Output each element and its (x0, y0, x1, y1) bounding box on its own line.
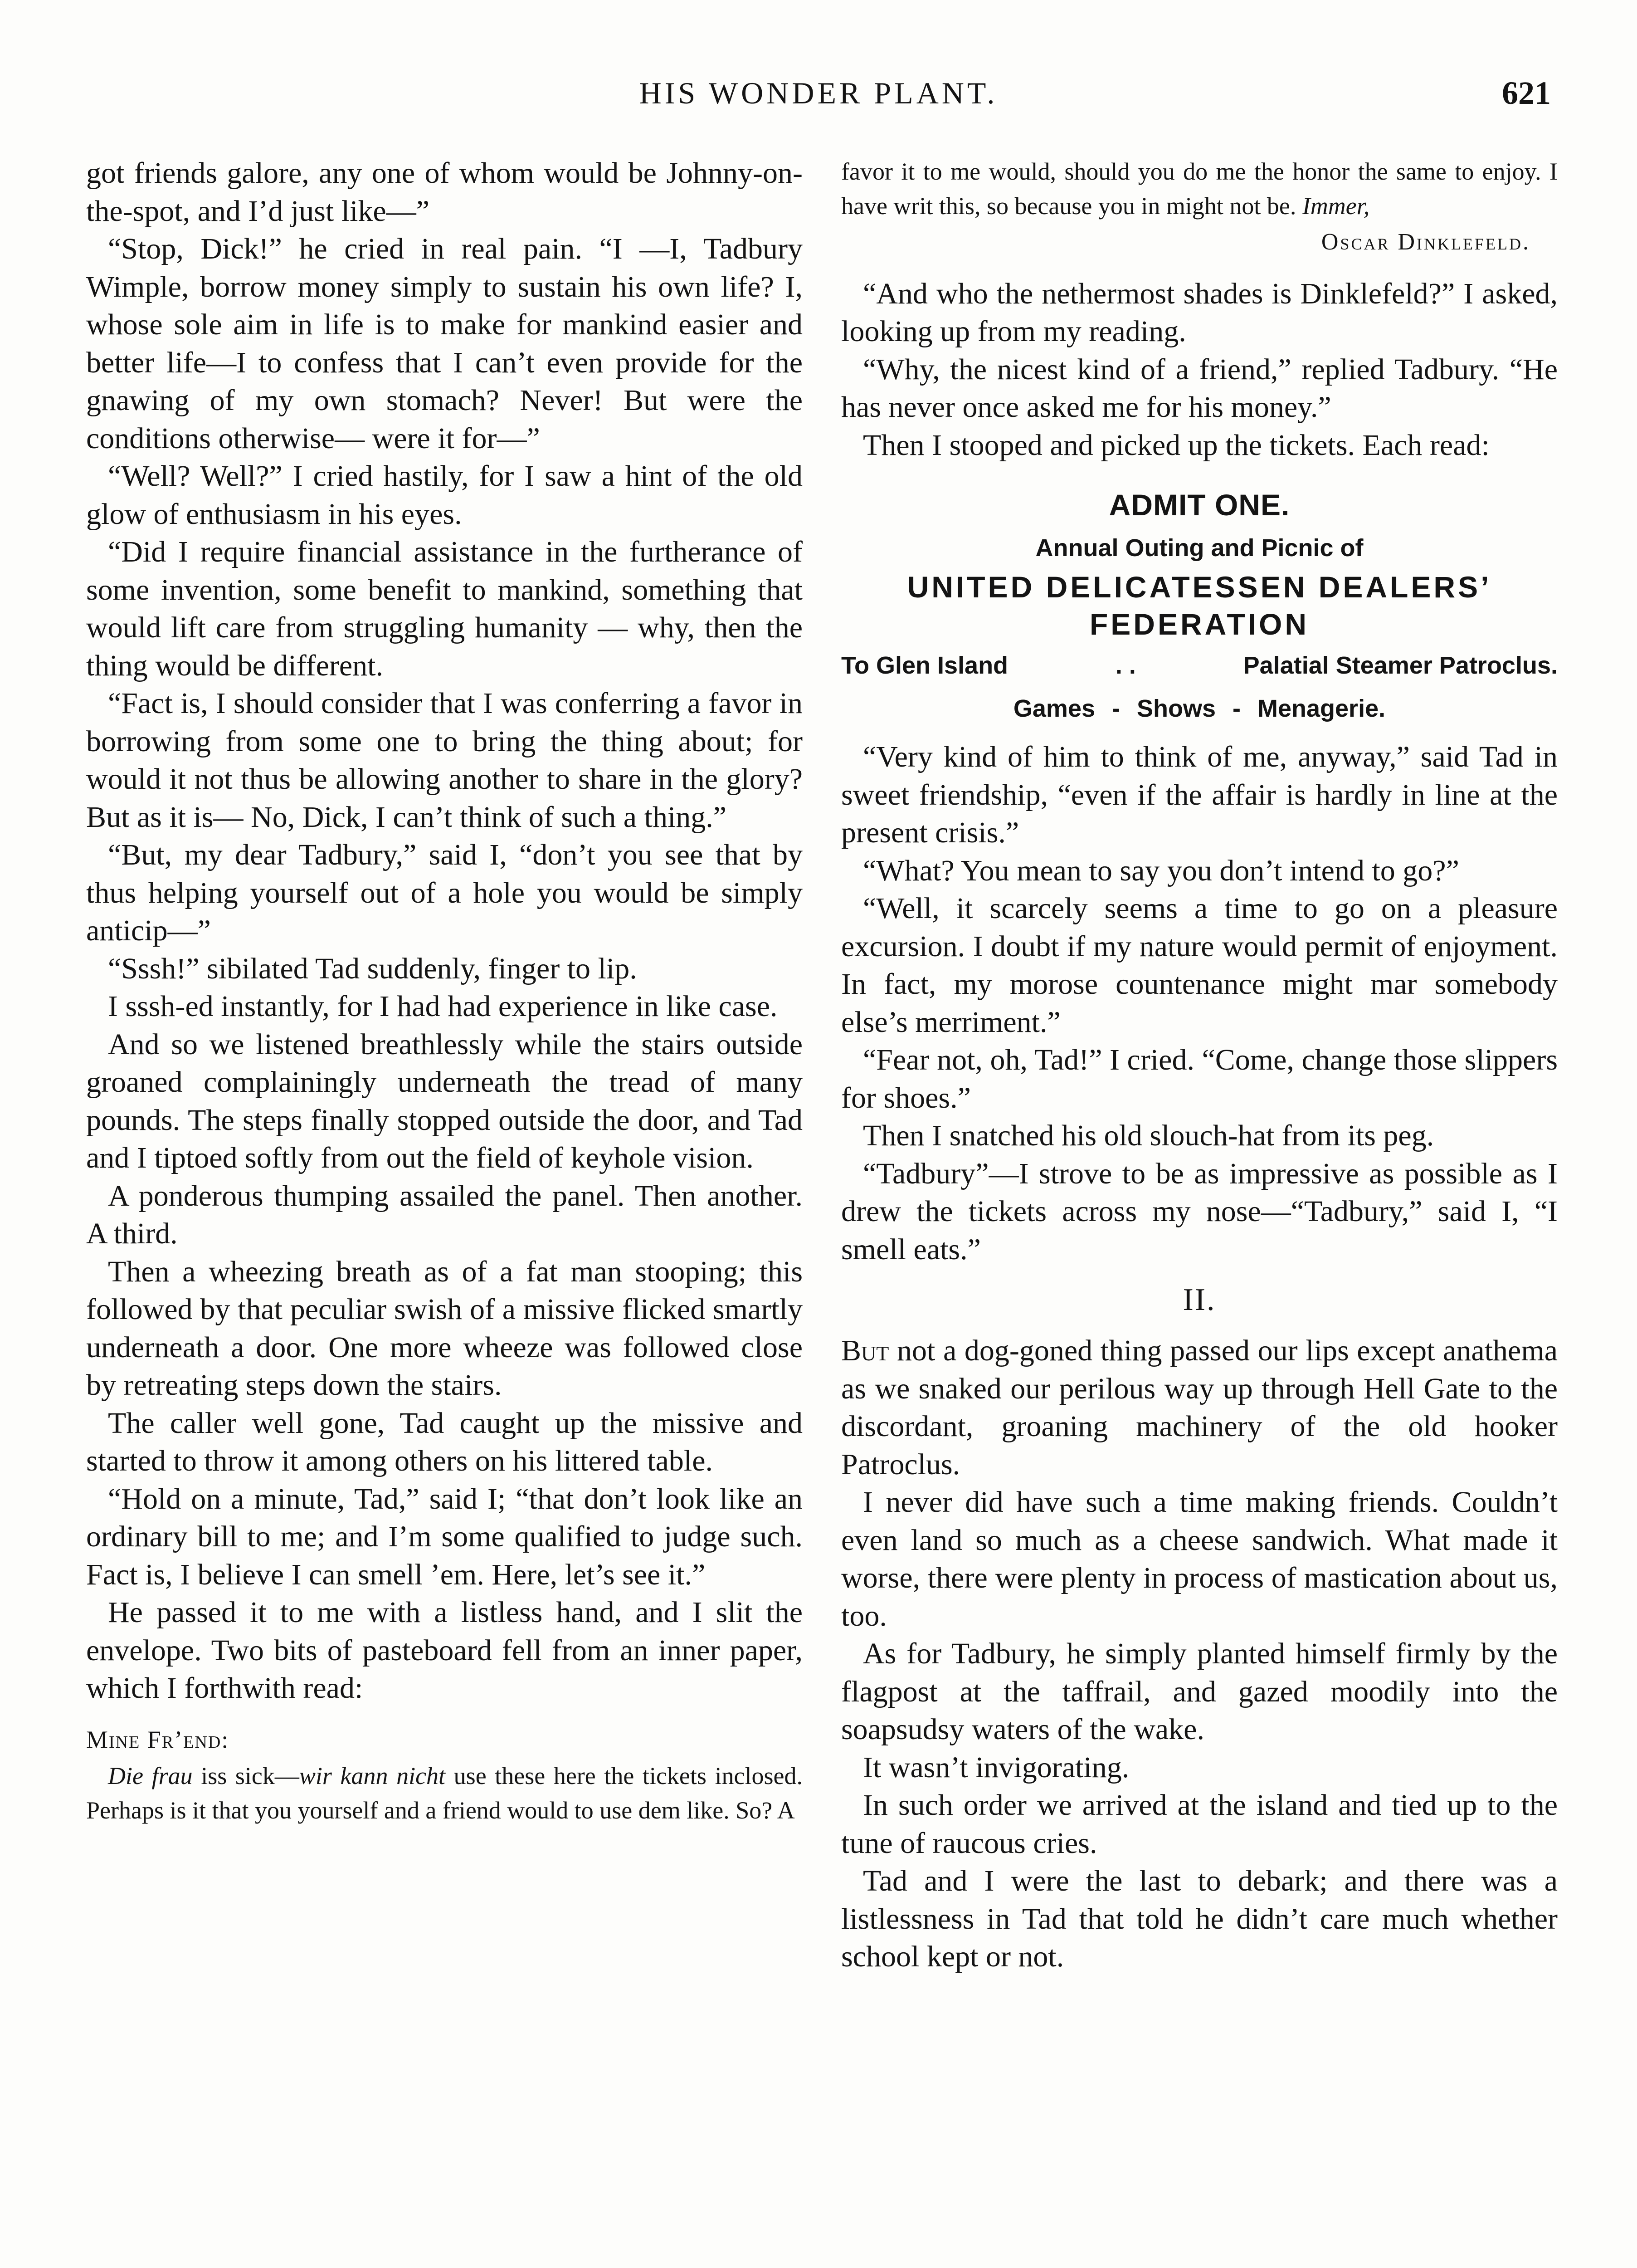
ticket-destination: To Glen Island (841, 652, 1009, 679)
paragraph: “But, my dear Tadbury,” said I, “don’t you see that by thus helping yourself out of a hole you would be simply anticip—” (86, 838, 803, 947)
paragraph: “Very kind of him to think of me, anyway,” said Tad in sweet friendship, “even if the affair is hardly in line at the present crisis.” (841, 740, 1558, 849)
ticket-line-attractions: Games - Shows - Menagerie. (1013, 695, 1386, 722)
letter-signature: Oscar Dinklefeld. (1321, 229, 1530, 255)
paragraph: “Why, the nicest kind of a friend,” replied Tadbury. “He has never once asked me for his money.” (841, 352, 1558, 424)
paragraph: Then a wheezing breath as of a fat man stooping; this followed by that peculiar swish of a missive flicked smartly underneath a door. One more wheeze was followed close by retreating steps down the stairs. (86, 1255, 803, 1402)
paragraph: got friends galore, any one of whom would be Johnny-on-the-spot, and I’d just like—” (86, 156, 803, 228)
paragraph: Then I snatched his old slouch-hat from its peg. (863, 1119, 1434, 1152)
paragraph: “What? You mean to say you don’t intend to go?” (863, 854, 1459, 887)
section-heading: II. (1183, 1282, 1216, 1317)
ticket-line-destination (841, 643, 1558, 688)
ticket-line-federation: UNITED DELICATESSEN DEALERS’ FEDERATION (907, 570, 1492, 641)
letter-text: iss sick— (192, 1762, 299, 1789)
paragraph: I sssh-ed instantly, for I had had experience in like case. (108, 990, 778, 1023)
letter-body (86, 1759, 803, 1828)
paragraph: As for Tadbury, he simply planted himself firmly by the flagpost at the taffrail, and gazed moodily into the soapsudsy waters of the wake. (841, 1637, 1558, 1746)
paragraph: The caller well gone, Tad caught up the missive and started to throw it among others on his littered table. (86, 1406, 803, 1477)
paragraph: “Did I require financial assistance in the furtherance of some invention, some benefit to mankind, something that would lift care from struggling humanity — why, then the thing would be different. (86, 535, 803, 682)
paragraph-text: not a dog-goned thing passed our lips except anathema as we snaked our perilous way up through Hell Gate to the discordant, groaning machinery of the old hooker Patroclus. (841, 1334, 1558, 1481)
running-head (86, 68, 1551, 118)
paragraph: “Well? Well?” I cried hastily, for I saw a hint of the old glow of enthusiasm in his eyes. (86, 459, 803, 531)
paragraph: “Fact is, I should consider that I was conferring a favor in borrowing from some one to bring the thing about; for would it not thus be allowing another to share in the glory? But as it is— No, Dick, I can’t think of such a thing.” (86, 687, 803, 834)
paragraph: In such order we arrived at the island and tied up to the tune of raucous cries. (841, 1789, 1558, 1860)
paragraph: “Hold on a minute, Tad,” said I; “that don’t look like an ordinary bill to me; and I’m some qualified to judge such. Fact is, I believe I can smell ’em. Here, let’s see it.” (86, 1482, 803, 1591)
right-column (841, 154, 1558, 2268)
running-title: HIS WONDER PLANT. (639, 76, 998, 110)
letter-continued (841, 154, 1558, 223)
paragraph: “Stop, Dick!” he cried in real pain. “I —I, Tadbury Wimple, borrow money simply to sustain his own life? I, whose sole aim in life is to make for mankind easier and better life—I to confess that I can’t even provide for the gnawing of my own stomach? Never! But were the conditions otherwise— were it for—” (86, 232, 803, 455)
paragraph: “Tadbury”—I strove to be as impressive as possible as I drew the tickets across my nose—“Tadbury,” said I, “I smell eats.” (841, 1157, 1558, 1266)
letter-italic: Die frau (108, 1762, 193, 1789)
lead-word: But (841, 1334, 889, 1367)
ticket-separator: . . (1115, 652, 1136, 679)
letter-italic: wir kann nicht (299, 1762, 446, 1789)
paragraph: A ponderous thumping assailed the panel. Then another. A third. (86, 1179, 803, 1250)
paragraph: Tad and I were the last to debark; and there was a listlessness in Tad that told he didn’t care much whether school kept or not. (841, 1864, 1558, 1973)
page-number: 621 (1502, 75, 1551, 111)
paragraph: “Well, it scarcely seems a time to go on a pleasure excursion. I doubt if my nature would permit of enjoyment. In fact, my morose countenance might mar somebody else’s merriment.” (841, 892, 1558, 1039)
paragraph: Then I stooped and picked up the tickets. Each read: (863, 428, 1490, 462)
paragraph: He passed it to me with a listless hand, and I slit the envelope. Two bits of pasteboard fell from an inner paper, which I forthwith read: (86, 1596, 803, 1705)
paragraph: It wasn’t invigorating. (863, 1750, 1130, 1784)
paragraph: “Sssh!” sibilated Tad suddenly, finger to lip. (108, 952, 637, 985)
left-column (86, 154, 803, 2268)
paragraph (841, 1332, 1558, 1483)
ticket-text (841, 482, 1558, 729)
ticket-steamer: Palatial Steamer Patroclus. (1243, 652, 1558, 679)
letter-salutation: Mine Fr’end: (86, 1725, 229, 1753)
paragraph: “And who the nethermost shades is Dinklefeld?” I asked, looking up from my reading. (841, 277, 1558, 348)
paragraph: And so we listened breathlessly while the stairs outside groaned complainingly underneath the tread of many pounds. The steps finally stopped outside the door, and Tad and I tiptoed softly from out the field of keyhole vision. (86, 1027, 803, 1174)
ticket-line-admit: ADMIT ONE. (1109, 488, 1290, 522)
letter-text: favor it to me would, should you do me the honor the same to enjoy. I have writ this, so because you in might not be. (841, 158, 1558, 220)
letter-closing: Immer, (1302, 192, 1370, 220)
paragraph: I never did have such a time making friends. Couldn’t even land so much as a cheese sandwich. What made it worse, there were plenty in process of mastication about us, too. (841, 1486, 1558, 1633)
letter-text: use these here the tickets inclosed. Perhaps is it that you yourself and a friend would to use dem like. So? A (86, 1762, 803, 1824)
paragraph: “Fear not, oh, Tad!” I cried. “Come, change those slippers for shoes.” (841, 1043, 1558, 1114)
ticket-line-outing: Annual Outing and Picnic of (1035, 534, 1364, 562)
